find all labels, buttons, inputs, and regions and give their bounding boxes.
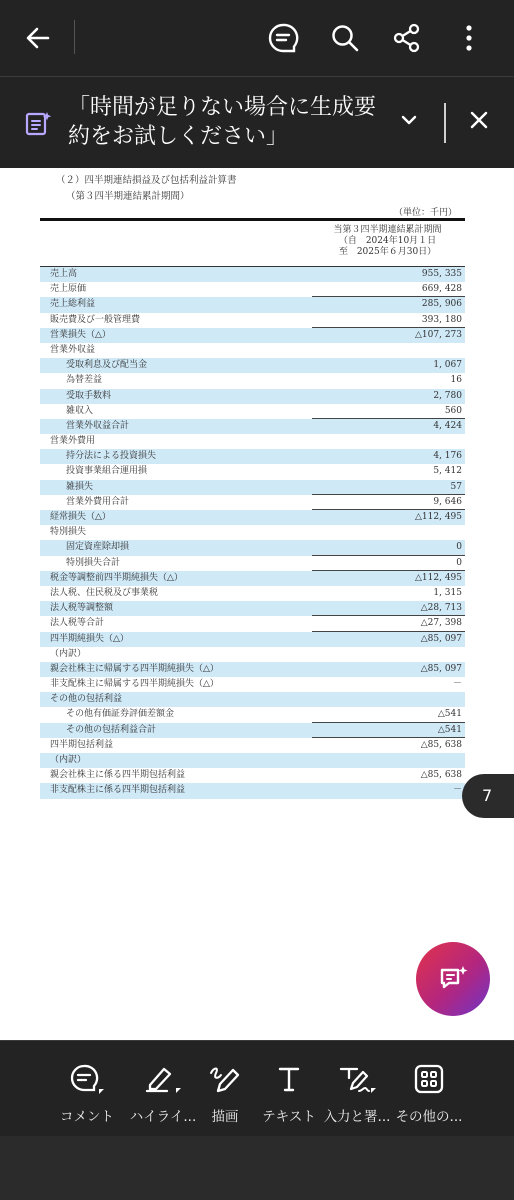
row-value: 5, 412 xyxy=(433,466,462,477)
table-row xyxy=(40,495,465,510)
table-row xyxy=(40,328,465,343)
column-header-line: 当第３四半期連結累計期間 xyxy=(333,225,442,235)
row-label: （内訳） xyxy=(50,755,87,765)
row-label: 経常損失（△） xyxy=(50,512,111,522)
table-row xyxy=(40,647,465,662)
top-app-bar xyxy=(0,0,514,76)
table-row xyxy=(40,297,465,312)
table-row xyxy=(40,510,465,525)
search-icon xyxy=(330,23,360,53)
table-row xyxy=(40,571,465,586)
draw-icon xyxy=(208,1063,242,1095)
row-label: その他の包括利益合計 xyxy=(66,724,157,735)
search-button[interactable] xyxy=(327,20,363,56)
tool-label: コメント xyxy=(60,1109,114,1125)
row-value: 955, 335 xyxy=(421,269,462,279)
share-icon xyxy=(392,23,422,53)
row-value: 0 xyxy=(456,557,462,568)
table-row xyxy=(40,343,465,358)
pdf-page[interactable] xyxy=(0,168,514,1040)
statement-rows xyxy=(40,267,465,799)
row-value: 393, 180 xyxy=(421,314,462,325)
more-vert-icon xyxy=(465,24,473,52)
row-label: 親会社株主に帰属する四半期純損失（△） xyxy=(50,663,219,674)
row-label: 法人税等合計 xyxy=(50,618,105,629)
bottom-toolbar xyxy=(0,1040,514,1136)
row-label: 税金等調整前四半期純損失（△） xyxy=(50,572,183,583)
row-value: △541 xyxy=(437,709,462,720)
row-value: 4, 424 xyxy=(433,420,462,431)
column-header-line: 至 2025年６月30日） xyxy=(338,247,437,257)
row-label: 特別損失 xyxy=(50,527,87,538)
table-row xyxy=(40,434,465,449)
tool-label: 入力と署... xyxy=(323,1109,391,1125)
table-row xyxy=(40,632,465,647)
table-row xyxy=(40,556,465,571)
table-row xyxy=(40,267,465,282)
row-label: 営業損失（△） xyxy=(50,329,111,340)
tool-label: 描画 xyxy=(211,1109,239,1125)
table-row xyxy=(40,419,465,434)
ai-summary-banner[interactable] xyxy=(0,76,514,168)
row-label: その他の包括利益 xyxy=(50,694,123,705)
column-header-line: （自 2024年10月１日 xyxy=(338,236,437,246)
row-value: △28, 713 xyxy=(420,603,462,614)
row-label: 売上高 xyxy=(50,269,78,279)
row-value: 16 xyxy=(450,375,462,386)
row-label: 売上総利益 xyxy=(50,299,96,310)
row-label: 四半期包括利益 xyxy=(50,739,114,750)
table-row xyxy=(40,358,465,373)
page-number-badge[interactable]: 7 xyxy=(462,774,514,818)
back-button[interactable] xyxy=(20,20,56,56)
row-label: 営業外収益 xyxy=(50,344,96,355)
row-label: 特別損失合計 xyxy=(66,557,121,568)
table-row xyxy=(40,723,465,738)
table-row xyxy=(40,373,465,388)
row-value: △541 xyxy=(437,724,462,735)
row-value: 9, 646 xyxy=(433,496,462,507)
comment-list-icon xyxy=(267,22,299,54)
table-row xyxy=(40,753,465,768)
table-row xyxy=(40,313,465,328)
table-row xyxy=(40,662,465,677)
row-value: 1, 067 xyxy=(433,360,462,371)
row-label: 法人税、住民税及び事業税 xyxy=(50,587,159,598)
row-label: （内訳） xyxy=(50,648,87,659)
table-row xyxy=(40,738,465,753)
tool-label: ハイライ... xyxy=(129,1109,197,1125)
table-row xyxy=(40,389,465,404)
tool-label: その他の... xyxy=(395,1109,463,1125)
row-value: 1, 315 xyxy=(433,587,462,598)
statement-title: （２）四半期連結損益及び包括利益計算書 xyxy=(56,175,237,186)
topbar-divider xyxy=(74,20,75,54)
row-value: △107, 273 xyxy=(415,329,462,340)
row-label: その他有価証券評価差額金 xyxy=(66,709,175,720)
row-label: 法人税等調整額 xyxy=(50,603,114,614)
banner-message: 「時間が足りない場合に生成要約をお試しください」 xyxy=(68,95,377,149)
row-value: △85, 638 xyxy=(420,739,462,750)
table-row xyxy=(40,586,465,601)
ai-assistant-button[interactable] xyxy=(416,942,490,1016)
row-value: 669, 428 xyxy=(421,284,462,295)
row-value: △85, 638 xyxy=(420,770,462,781)
unit-label: （単位：千円） xyxy=(394,208,458,218)
table-row xyxy=(40,282,465,297)
close-icon[interactable] xyxy=(468,109,490,135)
text-icon xyxy=(275,1064,303,1094)
row-value: － xyxy=(452,679,462,690)
table-row xyxy=(40,449,465,464)
row-value: △85, 097 xyxy=(420,633,462,644)
tool-label: テキスト xyxy=(262,1109,316,1125)
table-top-rule xyxy=(40,218,465,221)
system-nav-area xyxy=(0,1136,514,1200)
table-row xyxy=(40,783,465,798)
table-row xyxy=(40,707,465,722)
more-options-button[interactable] xyxy=(451,20,487,56)
row-label: 営業外費用合計 xyxy=(66,496,130,507)
row-value: 285, 906 xyxy=(421,299,462,310)
fill-sign-icon xyxy=(337,1063,377,1095)
highlight-icon xyxy=(144,1063,182,1095)
row-value: 560 xyxy=(444,405,462,416)
row-label: 非支配株主に係る四半期包括利益 xyxy=(50,785,186,796)
tool-more[interactable] xyxy=(384,1061,474,1131)
row-value: 0 xyxy=(456,542,462,553)
comment-icon xyxy=(69,1063,105,1095)
more-tools-icon xyxy=(413,1063,445,1095)
row-label: 受取利息及び配当金 xyxy=(66,360,148,371)
row-label: 受取手数料 xyxy=(66,390,112,401)
row-label: 販売費及び一般管理費 xyxy=(50,314,141,325)
table-row xyxy=(40,480,465,495)
table-row xyxy=(40,540,465,555)
chevron-down-icon[interactable] xyxy=(398,109,420,135)
row-label: 固定資産除却損 xyxy=(66,542,130,553)
table-row xyxy=(40,768,465,783)
row-label: 雑収入 xyxy=(66,405,94,416)
table-row xyxy=(40,616,465,631)
ai-chat-icon xyxy=(436,962,470,996)
table-row xyxy=(40,601,465,616)
table-row xyxy=(40,692,465,707)
row-label: 為替差益 xyxy=(66,375,103,386)
row-value: 2, 780 xyxy=(433,390,462,401)
back-arrow-icon xyxy=(24,24,52,52)
share-button[interactable] xyxy=(389,20,425,56)
statement-subtitle: （第３四半期連結累計期間） xyxy=(66,191,190,202)
row-value: － xyxy=(452,785,462,796)
row-label: 営業外費用 xyxy=(50,436,96,447)
row-value: △85, 097 xyxy=(420,663,462,674)
row-value: 4, 176 xyxy=(433,451,462,462)
table-row xyxy=(40,404,465,419)
row-label: 投資事業組合運用損 xyxy=(66,466,148,477)
row-label: 非支配株主に帰属する四半期純損失（△） xyxy=(50,679,219,690)
row-label: 営業外収益合計 xyxy=(66,420,130,431)
banner-divider xyxy=(444,103,446,143)
row-value: △112, 495 xyxy=(415,572,462,583)
table-row xyxy=(40,677,465,692)
column-header xyxy=(310,225,465,258)
table-row xyxy=(40,464,465,479)
row-label: 四半期純損失（△） xyxy=(50,633,129,644)
row-label: 持分法による投資損失 xyxy=(66,451,157,462)
row-value: △112, 495 xyxy=(415,512,462,522)
row-label: 雑損失 xyxy=(66,481,94,492)
row-value: 57 xyxy=(450,481,462,492)
row-label: 売上原価 xyxy=(50,284,87,295)
row-value: △27, 398 xyxy=(420,618,462,629)
table-row xyxy=(40,525,465,540)
comments-button[interactable] xyxy=(265,20,301,56)
ai-summary-icon xyxy=(24,110,52,142)
row-label: 親会社株主に係る四半期包括利益 xyxy=(50,770,186,781)
